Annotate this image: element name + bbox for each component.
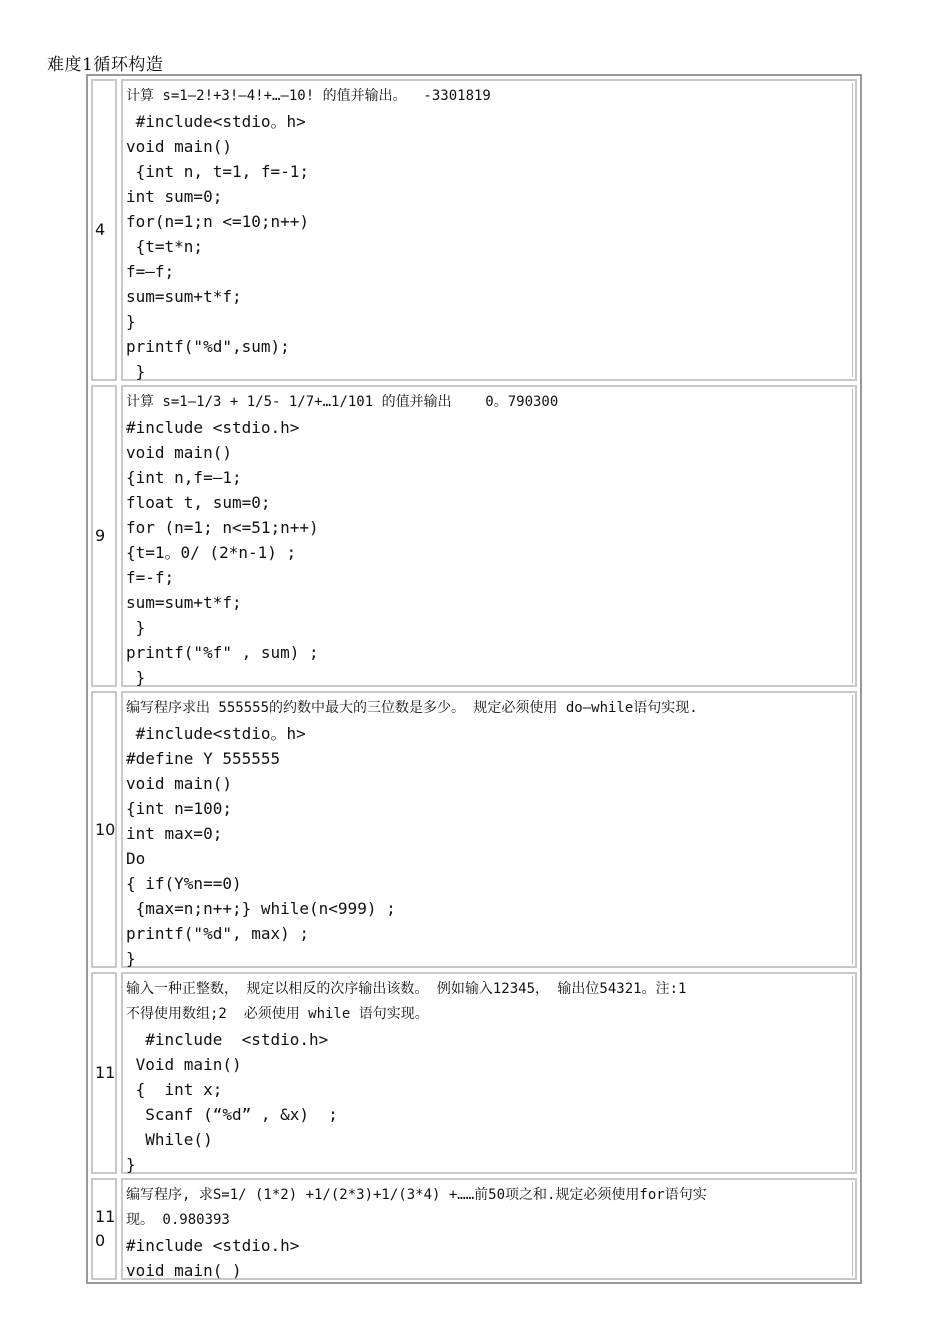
- code-line: void main(): [126, 443, 232, 462]
- code-line: }: [126, 312, 136, 331]
- code-line: void main(): [126, 774, 232, 793]
- code-line: int sum=0;: [126, 187, 223, 206]
- code-line: #include<stdio。h>: [126, 112, 306, 131]
- code-line: {int n=100;: [126, 799, 232, 818]
- problem-statement: 编写程序求出 555555的约数中最大的三位数是多少。 规定必须使用 do—while语句实现.: [126, 700, 698, 716]
- code-cell: [121, 385, 857, 687]
- code-line: Scanf (“%d” , &x) ;: [126, 1105, 338, 1124]
- problem-statement: 编写程序, 求S=1/ (1*2) +1/(2*3)+1/(3*4) +……前50项之和.规定必须使用for语句实: [126, 1187, 707, 1203]
- code-line: { if(Y%n==0): [126, 874, 242, 893]
- code-line: {t=1。0/ (2*n-1) ;: [126, 543, 297, 562]
- code-line: #include <stdio.h>: [126, 418, 300, 437]
- problem-statement: 现。 0.980393: [126, 1212, 230, 1228]
- number-cell: [91, 385, 117, 687]
- row-number: 110: [95, 1207, 116, 1250]
- code-line: }: [126, 668, 146, 687]
- code-line: Void main(): [126, 1055, 242, 1074]
- code-line: #include <stdio.h>: [126, 1236, 300, 1255]
- code-line: Do: [126, 849, 146, 868]
- code-line: printf("%d",sum);: [126, 337, 290, 356]
- problem-statement: 计算 s=1—2!+3!—4!+…—10! 的值并输出。 -3301819: [126, 88, 491, 104]
- page-title: 难度1循环构造: [47, 55, 164, 75]
- table-row: [91, 385, 857, 687]
- problem-statement: 不得使用数组;2 必须使用 while 语句实现。: [126, 1006, 429, 1022]
- code-line: { int x;: [126, 1080, 223, 1099]
- code-line: for (n=1; n<=51;n++): [126, 518, 319, 537]
- code-line: {t=t*n;: [126, 237, 204, 256]
- code-line: for(n=1;n <=10;n++): [126, 212, 310, 231]
- code-cell: [121, 1178, 857, 1280]
- code-line: float t, sum=0;: [126, 493, 271, 512]
- exercise-table: [86, 74, 862, 1284]
- code-line: sum=sum+t*f;: [126, 593, 242, 612]
- number-cell: [91, 972, 117, 1174]
- code-line: void main( ): [126, 1261, 242, 1280]
- code-cell: [121, 79, 857, 381]
- code-line: void main(): [126, 137, 232, 156]
- code-line: int max=0;: [126, 824, 223, 843]
- number-cell: [91, 1178, 117, 1280]
- code-line: {int n,f=—1;: [126, 468, 242, 487]
- code-line: printf("%d", max) ;: [126, 924, 310, 943]
- row-number: 11: [95, 1063, 116, 1082]
- code-line: }: [126, 362, 146, 381]
- number-cell: [91, 691, 117, 968]
- code-line: #define Y 555555: [126, 749, 281, 768]
- code-line: }: [126, 1155, 136, 1174]
- row-number: 9: [95, 526, 106, 545]
- problem-statement: 计算 s=1—1/3 + 1/5- 1/7+…1/101 的值并输出 0。790300: [126, 394, 559, 410]
- code-cell: [121, 972, 857, 1174]
- row-number: 4: [95, 220, 106, 239]
- code-cell: [121, 691, 857, 968]
- problem-statement: 输入一种正整数， 规定以相反的次序输出该数。 例如输入12345， 输出位54321。注:1: [126, 981, 687, 997]
- code-line: printf("%f" , sum) ;: [126, 643, 319, 662]
- code-line: #include <stdio.h>: [126, 1030, 329, 1049]
- row-number: 10: [95, 819, 116, 839]
- code-line: #include<stdio。h>: [126, 724, 306, 743]
- code-line: sum=sum+t*f;: [126, 287, 242, 306]
- code-line: f=—f;: [126, 262, 175, 281]
- code-line: f=-f;: [126, 568, 175, 587]
- table-row: [91, 79, 857, 381]
- code-line: }: [126, 618, 146, 637]
- code-line: }: [126, 949, 136, 968]
- code-line: While(): [126, 1130, 213, 1149]
- code-line: {max=n;n++;} while(n<999) ;: [126, 899, 396, 918]
- number-cell: [91, 79, 117, 381]
- code-line: {int n, t=1, f=-1;: [126, 162, 310, 181]
- table-row: [91, 1178, 857, 1280]
- table-row: [91, 972, 857, 1174]
- table-row: [91, 691, 857, 968]
